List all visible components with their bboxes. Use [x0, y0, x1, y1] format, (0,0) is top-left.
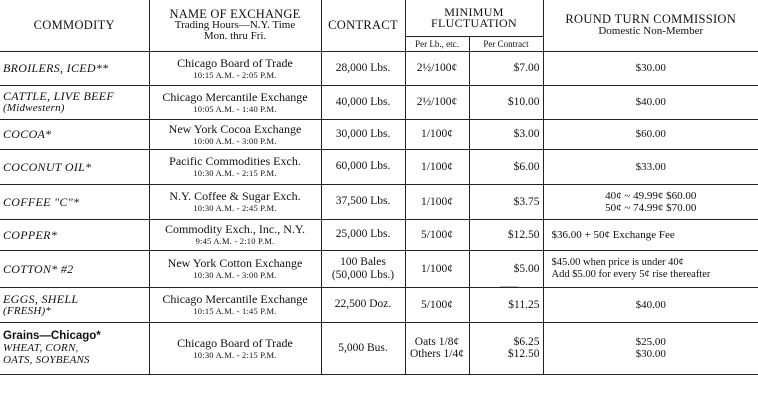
fluct-per-contract: $3.00 — [469, 119, 543, 149]
exchange-cell — [149, 51, 321, 85]
contract-line: 100 Bales — [340, 255, 386, 268]
exchange-cell — [149, 219, 321, 250]
contract-line: (50,000 Lbs.) — [331, 268, 395, 281]
exchange-name: New York Cotton Exchange — [167, 256, 303, 270]
fluct-per-lb: 2½/100¢ — [405, 51, 469, 85]
commodity-sub: (Midwestern) — [3, 102, 65, 114]
header-exchange-sub1: Trading Hours—N.Y. Time — [174, 18, 296, 31]
commodity-name: EGGS, SHELL — [3, 291, 79, 306]
trading-hours: 10:00 A.M. - 3:00 P.M. — [193, 135, 277, 146]
commodity-cell — [0, 287, 149, 322]
commission-cell — [543, 250, 758, 287]
header-per-lb: Per Lb., etc. — [405, 36, 469, 51]
commodity-cell — [0, 322, 149, 374]
fluct-per-lb: 5/100¢ — [405, 287, 469, 322]
fluct-per-contract-line: $12.50 — [507, 348, 540, 360]
exchange-cell — [149, 119, 321, 149]
table-row — [0, 287, 758, 322]
fluct-per-contract: $11.25 — [469, 287, 543, 322]
fluct-per-contract-cell — [469, 322, 543, 374]
contract-size: 28,000 Lbs. — [321, 51, 405, 85]
exchange-name: N.Y. Coffee & Sugar Exch. — [169, 189, 301, 203]
exchange-name: Chicago Mercantile Exchange — [162, 89, 308, 104]
header-commission — [543, 0, 758, 51]
trading-hours: 10:30 A.M. - 2:15 P.M. — [193, 168, 277, 178]
exchange-cell — [149, 85, 321, 119]
header-fluctuation — [405, 0, 543, 36]
table-row — [0, 119, 758, 149]
header-exchange — [149, 0, 321, 51]
commodity-sub: OATS, SOYBEANS — [3, 354, 90, 366]
fluct-per-lb-cell — [405, 322, 469, 374]
fluct-per-contract: $7.00 — [469, 51, 543, 85]
header-exchange-sub2: Mon. thru Fri. — [203, 29, 267, 42]
fluct-per-lb: 1/100¢ — [405, 119, 469, 149]
exchange-cell — [149, 250, 321, 287]
commodity-name: COPPER* — [0, 219, 149, 250]
commission: $40.00 — [543, 85, 758, 119]
commission-cell — [543, 184, 758, 219]
commodity-sub: (FRESH)* — [3, 304, 52, 317]
exchange-name: Commodity Exch., Inc., N.Y. — [164, 222, 306, 236]
commission: $40.00 — [543, 287, 758, 322]
fluct-per-lb: 1/100¢ — [405, 149, 469, 184]
commodity-name: COTTON* #2 — [0, 250, 149, 287]
trading-hours: 10:15 A.M. - 2:05 P.M. — [193, 69, 277, 80]
commission-line: Add $5.00 for every 5¢ rise thereafter — [551, 268, 711, 280]
header-commodity: COMMODITY — [0, 0, 149, 51]
table-row — [0, 51, 758, 85]
fluct-per-contract: $3.75 — [469, 184, 543, 219]
fluct-per-lb: 5/100¢ — [405, 219, 469, 250]
fluct-per-lb: 1/100¢ — [405, 250, 469, 287]
commodity-name: BROILERS, ICED** — [0, 51, 149, 85]
fluct-per-lb: 1/100¢ — [405, 184, 469, 219]
commission: $36.00 + 50¢ Exchange Fee — [543, 219, 758, 250]
fluct-per-contract: $10.00 — [469, 85, 543, 119]
contract-size: 37,500 Lbs. — [321, 184, 405, 219]
commodity-name: COCOA* — [0, 119, 149, 149]
fluct-per-contract: $5.00 — [469, 250, 543, 287]
commodity-name: COFFEE "C"* — [0, 184, 149, 219]
fluct-per-lb-line: Oats 1/8¢ — [414, 336, 460, 348]
commission: $33.00 — [543, 149, 758, 184]
commission-line: $45.00 when price is under 40¢ — [551, 256, 684, 268]
header-per-contract: Per Contract — [469, 36, 543, 51]
contract-size: 40,000 Lbs. — [321, 85, 405, 119]
contract-size: 25,000 Lbs. — [321, 219, 405, 250]
trading-hours: 10:15 A.M. - 1:45 P.M. — [193, 306, 277, 316]
table-row — [0, 184, 758, 219]
exchange-name: Chicago Board of Trade — [177, 55, 293, 70]
commodity-name: CATTLE, LIVE BEEF — [3, 89, 114, 103]
table-row — [0, 250, 758, 287]
exchange-cell — [149, 287, 321, 322]
exchange-name: Pacific Commodities Exch. — [169, 154, 301, 168]
commodity-sub: WHEAT, CORN, — [3, 342, 79, 354]
fluct-per-lb-line: Others 1/4¢ — [410, 348, 464, 360]
header-exchange-title: NAME OF EXCHANGE — [169, 6, 301, 21]
contract-size: 5,000 Bus. — [321, 322, 405, 374]
table-row — [0, 85, 758, 119]
commission-line: 50¢ ~ 74.99¢ $70.00 — [605, 201, 697, 214]
commission: $60.00 — [543, 119, 758, 149]
table-row — [0, 322, 758, 374]
table-row — [0, 149, 758, 184]
fluct-per-contract: $6.00 — [469, 149, 543, 184]
header-contract: CONTRACT — [321, 0, 405, 51]
commission-cell — [543, 322, 758, 374]
contract-cell — [321, 250, 405, 287]
fluct-per-contract-line: $6.25 — [513, 336, 540, 348]
commodity-name: COCONUT OIL* — [0, 149, 149, 184]
trading-hours: 10:30 A.M. - 2:15 P.M. — [193, 349, 277, 360]
contract-size: 60,000 Lbs. — [321, 149, 405, 184]
header-fluct-line2: FLUCTUATION — [431, 15, 517, 30]
contract-size: 22,500 Doz. — [321, 287, 405, 322]
commission-line: $25.00 — [635, 336, 666, 348]
commission: $30.00 — [543, 51, 758, 85]
commodity-group-title: Grains—Chicago* — [3, 330, 101, 342]
exchange-name: Chicago Mercantile Exchange — [162, 292, 308, 306]
header-fluct-line1: MINIMUM — [444, 4, 504, 19]
exchange-cell — [149, 149, 321, 184]
contract-size: 30,000 Lbs. — [321, 119, 405, 149]
fluct-per-contract: $12.50 — [469, 219, 543, 250]
header-commission-title: ROUND TURN COMMISSION — [565, 12, 737, 27]
fluct-per-lb: 2½/100¢ — [405, 85, 469, 119]
trading-hours: 10:05 A.M. - 1:40 P.M. — [193, 103, 277, 114]
commission-line: 40¢ ~ 49.99¢ $60.00 — [605, 189, 697, 202]
trading-hours: 10:30 A.M. - 2:45 P.M. — [193, 203, 277, 213]
trading-hours: 10:30 A.M. - 3:00 P.M. — [193, 270, 277, 280]
trading-hours: 9:45 A.M. - 2:10 P.M. — [195, 236, 275, 246]
exchange-name: New York Cocoa Exchange — [168, 121, 302, 136]
header-commission-sub: Domestic Non-Member — [598, 25, 704, 38]
exchange-cell — [149, 184, 321, 219]
table-row — [0, 219, 758, 250]
commission-line: $30.00 — [635, 348, 666, 360]
exchange-cell — [149, 322, 321, 374]
scan-artifact — [500, 286, 518, 287]
commodity-cell — [0, 85, 149, 119]
exchange-name: Chicago Board of Trade — [177, 335, 293, 350]
